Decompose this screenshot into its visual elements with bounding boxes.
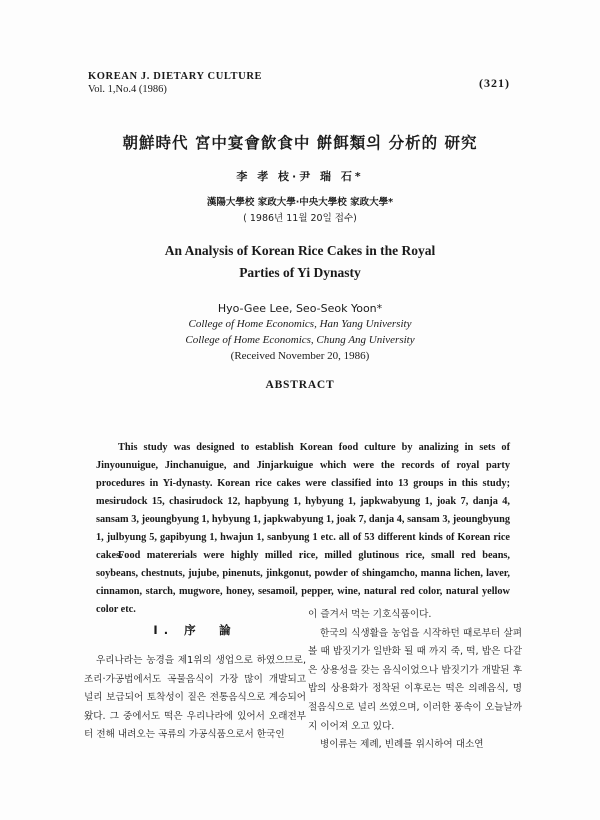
korean-affiliation: 漢陽大學校 家政大學·中央大學校 家政大學* [206,197,394,208]
english-received-date: (Received November 20, 1986) [230,350,370,362]
body-left-column [84,600,306,745]
body-line-right-continuation: 이 즐겨서 먹는 기호식품이다. [308,609,432,620]
korean-received-date: ( 1986년 11월 20일 접수) [243,213,357,224]
english-title-line-1: An Analysis of Korean Rice Cakes in the Royal [164,243,436,258]
section-heading-introduction: Ⅰ. 序 論 [153,623,237,637]
body-right-column [308,606,522,755]
abstract-paragraph-1: This study was designed to establish Korean food culture by analizing in sets of Jinyounuigue, Jinchanuigue, and Jinjarkuigue which were the records of royal party procedures in Yi-dynasty. Korean rice cakes were classified into 13 groups in this study; mesirudock 15, chasirudock 12, hapbyung 1, hybyung 1, japkwabyung 1, joak 7, danja 4, sansam 3, jeoungbyung 1, hybyung 1, japkwabyung 1, joak 7, danja 4, sansam 3, jeoungbyung 1, julbyung 5, gapibyung 1, hwajun 1, sanbyung 1 etc. all of 53 different kinds of Korean rice cakes. [96,442,510,562]
english-authors: Hyo-Gee Lee, Seo-Seok Yoon* [217,302,383,315]
abstract-heading: ABSTRACT [265,379,335,391]
abstract-paragraph-2: Food matererials were highly milled rice, milled glutinous rice, small red beans, soybeans, chestnuts, jujube, pinenuts, jinkgonut, powder of shingamcho, manna lichen, laver, cinnamon, starch, mugwore, honey, sesamoil, pepper, wine, natural red color, natural yellow color etc. [96,550,510,616]
english-title-line-2: Parties of Yi Dynasty [239,265,361,280]
body-paragraph-right-1: 한국의 식생활을 농업을 시작하던 때로부터 살펴 볼 때 밥짓기가 일반화 될 때 까지 죽, 떡, 밥은 다같은 상용성을 갖는 음식이었으나 밥짓기가 개발된 후 밥의 상용화가 정착된 이후로는 떡은 의례음식, 명절음식으로 널리 쓰였으며, 이러한 풍속이 오늘날까지 이어져 오고 있다. [308,627,522,732]
body-paragraph-right-2: 병이류는 제례, 빈례를 위시하여 대소연 [320,739,484,751]
journal-name: KOREAN J. DIETARY CULTURE [88,71,263,82]
page-number: (321) [479,76,510,90]
english-affiliation-2: College of Home Economics, Chung Ang University [185,334,415,346]
body-paragraph-left: 우리나라는 농경을 제1위의 생업으로 하였으므로, 조리·가공법에서도 곡물음식이 가장 많이 개발되고 널리 보급되어 토착성이 짙은 전통음식으로 계승되어왔다. 그 중에서도 떡은 우리나라에 있어서 오래전부터 전해 내려오는 곡류의 가공식품으로서 한국인 [84,655,306,741]
korean-authors: 李 孝 枝·尹 瑞 石* [236,170,364,183]
english-affiliation-1: College of Home Economics, Han Yang University [188,318,412,330]
korean-title: 朝鮮時代 宮中宴會飮食中 餠餌類의 分析的 研究 [122,134,478,152]
journal-volume: Vol. 1,No.4 (1986) [88,84,167,95]
